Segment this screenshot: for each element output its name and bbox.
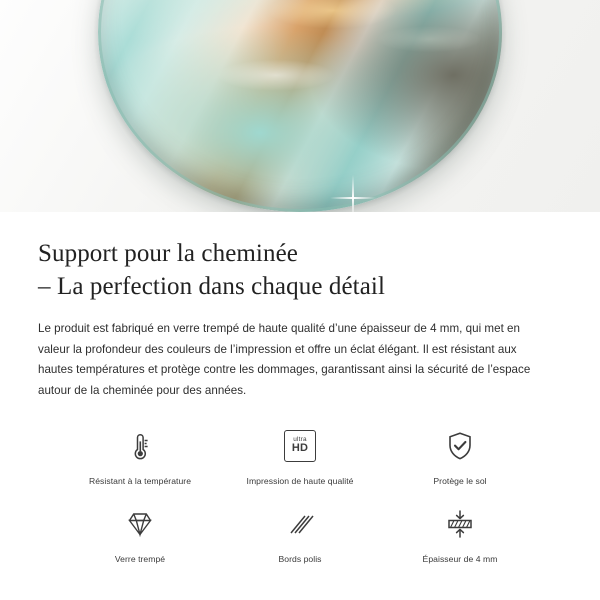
feature-label: Impression de haute qualité bbox=[246, 475, 354, 486]
feature-label: Épaisseur de 4 mm bbox=[422, 553, 498, 564]
thickness-arrows-icon bbox=[438, 502, 482, 546]
headline-line-2: – La perfection dans chaque détail bbox=[38, 272, 385, 300]
feature-item-thickness bbox=[380, 502, 540, 564]
hero-image bbox=[0, 0, 600, 212]
page-title bbox=[38, 238, 562, 303]
ultra-hd-badge-icon bbox=[278, 424, 322, 468]
shield-check-icon bbox=[438, 424, 482, 468]
feature-label: Résistant à la température bbox=[88, 475, 192, 486]
description-paragraph: Le produit est fabriqué en verre trempé de haute qualité d’une épaisseur de 4 mm, qui met en valeur la profondeur des couleurs de l’impression et offre un éclat élégant. Il est résistant aux hautes températures et protège contre les dommages, garantissant ainsi la sécurité de l’espace autour de la cheminée pour des années. bbox=[38, 322, 531, 397]
diamond-icon bbox=[118, 502, 162, 546]
feature-item-tempered-glass bbox=[60, 502, 220, 564]
feature-item-floor-protection bbox=[380, 424, 540, 486]
feature-label: Bords polis bbox=[278, 553, 322, 564]
feature-item-print-quality bbox=[220, 424, 380, 486]
feature-grid bbox=[38, 424, 562, 565]
feature-item-temperature bbox=[60, 424, 220, 486]
product-round-glass-plate bbox=[98, 0, 502, 212]
polished-edges-icon bbox=[278, 502, 322, 546]
content-section bbox=[0, 212, 600, 564]
badge-ultra-text: ultra bbox=[293, 435, 307, 443]
feature-label: Verre trempé bbox=[114, 553, 166, 564]
badge-hd-text: HD bbox=[291, 442, 309, 455]
feature-item-polished-edges bbox=[220, 502, 380, 564]
feature-label: Protège le sol bbox=[433, 475, 487, 486]
headline-line-1: Support pour la cheminée bbox=[38, 240, 298, 267]
thermometer-icon bbox=[118, 424, 162, 468]
